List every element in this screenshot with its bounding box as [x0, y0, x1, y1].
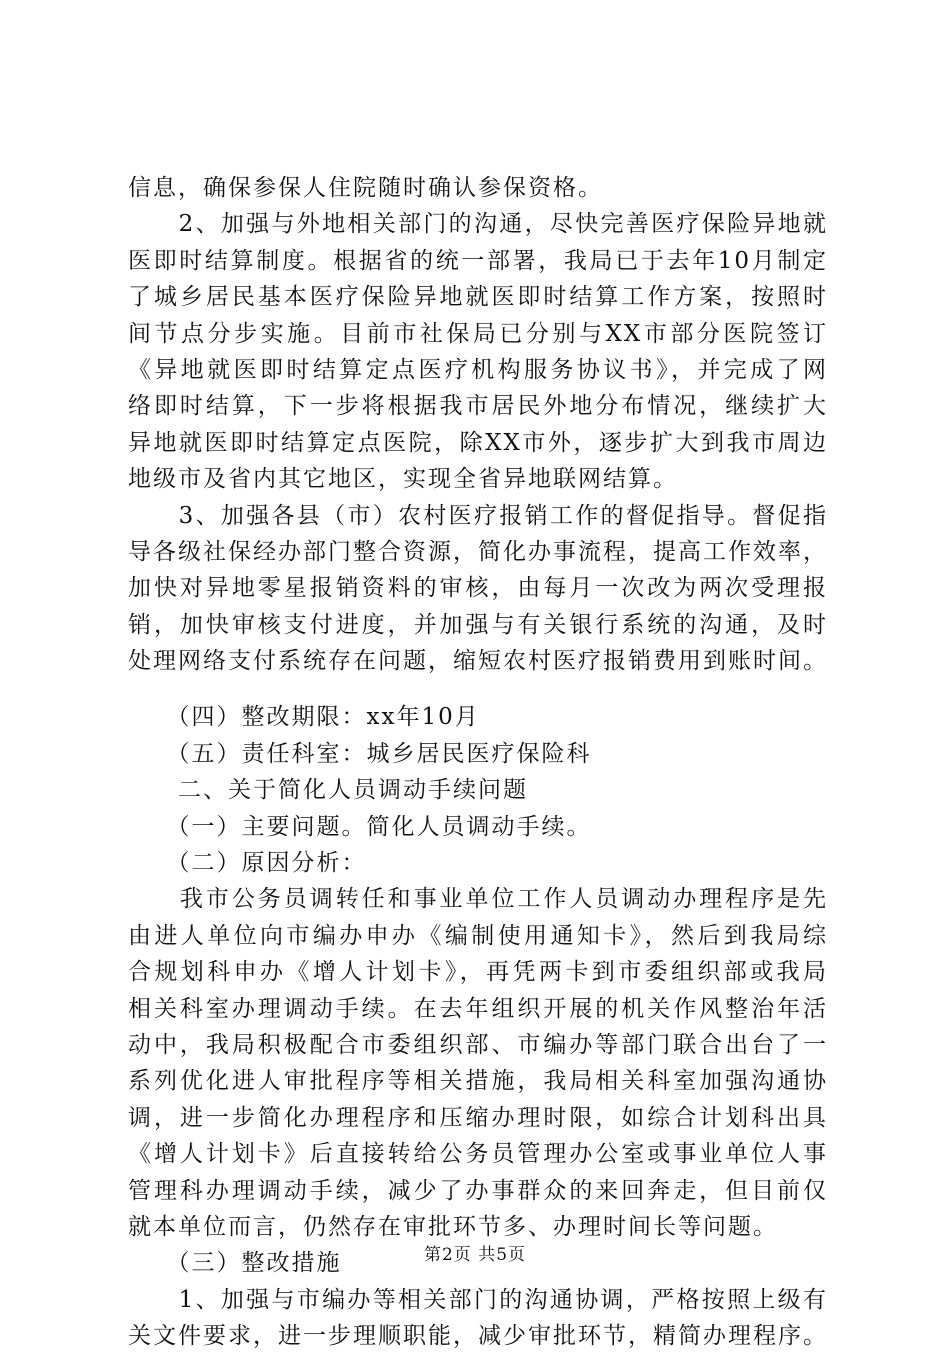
text-line: 络即时结算，下一步将根据我市居民外地分布情况，继续扩大: [128, 393, 828, 420]
text-line: 加快对异地零星报销资料的审核，由每月一次改为两次受理报: [128, 575, 828, 602]
text-line: 由进人单位向市编办申办《编制使用通知卡》，然后到我局综: [128, 922, 828, 949]
text-line: 就本单位而言，仍然存在审批环节多、办理时间长等问题。: [128, 1213, 778, 1240]
text-line: 了城乡居民基本医疗保险异地就医即时结算工作方案，按照时: [128, 284, 828, 311]
text-line: 动中，我局积极配合市委组织部、市编办等部门联合出台了一: [128, 1031, 828, 1058]
paragraph: [128, 881, 828, 1245]
text-line: 3、加强各县（市）农村医疗报销工作的督促指导。督促指: [128, 502, 828, 529]
text-line: 2、加强与外地相关部门的沟通，尽快完善医疗保险异地就: [128, 211, 828, 238]
text-line: 信息，确保参保人住院随时确认参保资格。: [128, 175, 603, 201]
body-text: [128, 170, 828, 1355]
text-line: 调，进一步简化办理程序和压缩办理时限，如综合计划科出具: [128, 1104, 828, 1131]
text-line: 销，加快审核支付进度，并加强与有关银行系统的沟通，及时: [128, 611, 828, 638]
heading-line: 二、关于简化人员调动手续问题: [128, 777, 528, 804]
text-line: 管理科办理调动手续，减少了办事群众的来回奔走，但目前仅: [128, 1177, 828, 1204]
text-line: 处理网络支付系统存在问题，缩短农村医疗报销费用到账时间。: [128, 648, 828, 675]
text-line: 相关科室办理调动手续。在去年组织开展的机关作风整治年活: [128, 995, 828, 1022]
paragraph: [128, 498, 828, 680]
text-line: 医即时结算制度。根据省的统一部署，我局已于去年10月制定: [128, 247, 828, 274]
text-line: 1、加强与市编办等相关部门的沟通协调，严格按照上级有: [128, 1286, 828, 1313]
text-line: 异地就医即时结算定点医院，除XX市外，逐步扩大到我市周边: [128, 429, 828, 456]
paragraph: [128, 170, 828, 206]
heading-line: （三）整改措施: [128, 1250, 342, 1277]
heading-line: （四）整改期限：xx年10月: [128, 704, 480, 731]
text-line: 《异地就医即时结算定点医疗机构服务协议书》，并完成了网: [128, 356, 828, 383]
heading-line: （二）原因分析：: [128, 850, 367, 877]
paragraph: [128, 206, 828, 497]
text-line: 间节点分步实施。目前市社保局已分别与XX市部分医院签订: [128, 320, 828, 347]
section-headings: [128, 699, 828, 881]
text-line: 导各级社保经办部门整合资源，简化办事流程，提高工作效率，: [128, 538, 828, 565]
page-number-footer: 第2页 共5页: [423, 1245, 527, 1265]
paragraph-gap: [128, 679, 828, 699]
text-line: 合规划科申办《增人计划卡》，再凭两卡到市委组织部或我局: [128, 959, 828, 986]
heading-line: （五）责任科室：城乡居民医疗保险科: [128, 740, 592, 767]
text-line: 系列优化进人审批程序等相关措施，我局相关科室加强沟通协: [128, 1068, 828, 1095]
text-line: 地级市及省内其它地区，实现全省异地联网结算。: [128, 466, 678, 493]
heading-line: （一）主要问题。简化人员调动手续。: [128, 813, 592, 840]
text-line: 《增人计划卡》后直接转给公务员管理办公室或事业单位人事: [128, 1141, 828, 1168]
text-line: 我市公务员调转任和事业单位工作人员调动办理程序是先: [128, 886, 828, 913]
text-line: 关文件要求，进一步理顺职能，减少审批环节，精简办理程序。: [128, 1323, 828, 1350]
